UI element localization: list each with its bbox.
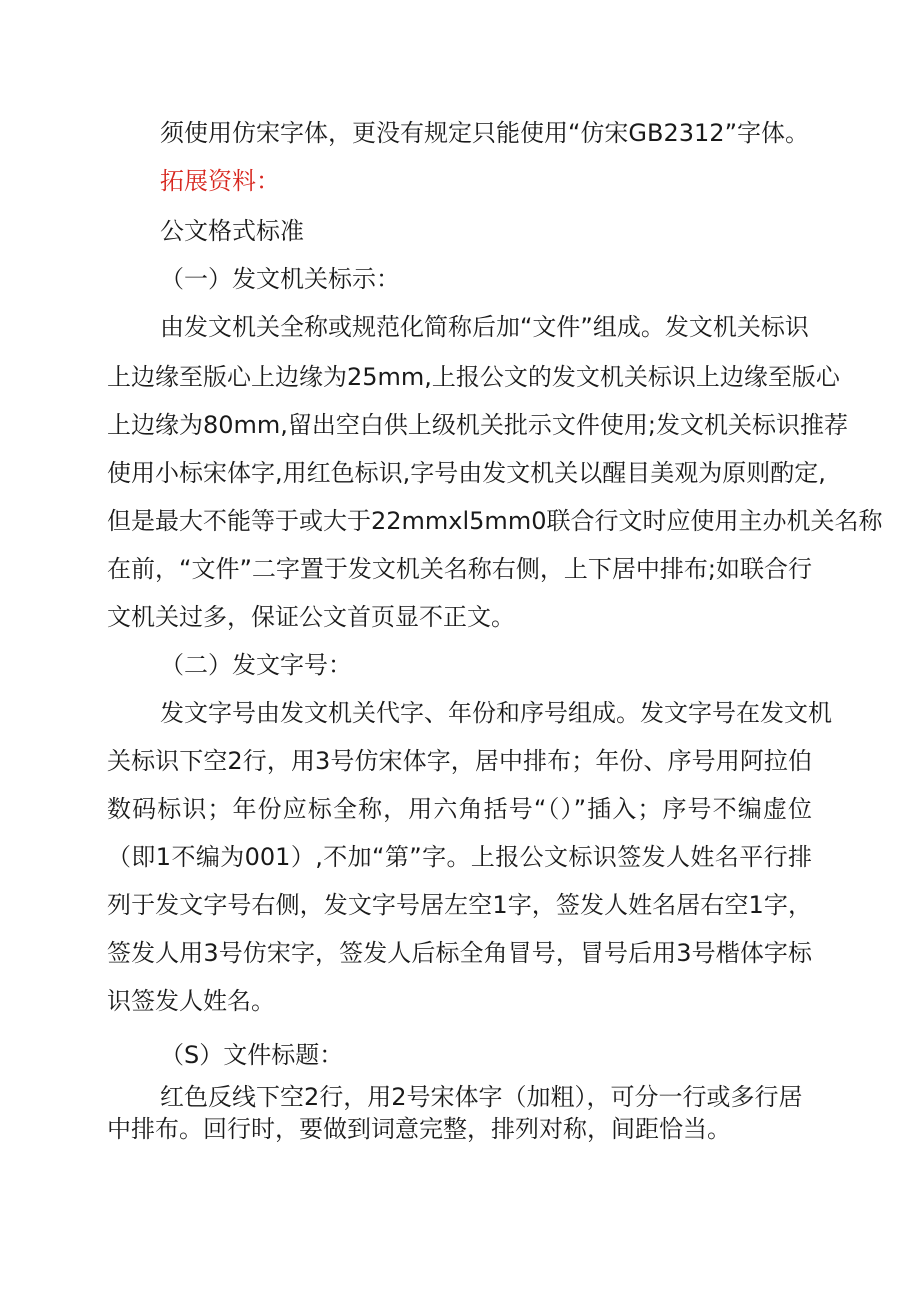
paragraph-line: 签发人用3号仿宋字，签发人后标全角冒号，冒号后用3号楷体字标 <box>107 939 812 967</box>
intro-tail-text: 须使用仿宋字体，更没有规定只能使用“仿宋GB2312”字体。 <box>160 119 810 147</box>
paragraph-line: 上边缘至版心上边缘为25mm,上报公文的发文机关标识上边缘至版心 <box>107 363 840 391</box>
section3-heading: （S）文件标题： <box>160 1041 344 1069</box>
paragraph-line: 上边缘为80mm,留出空白供上级机关批示文件使用;发文机关标识推荐 <box>107 411 849 439</box>
paragraph-line: 关标识下空2行，用3号仿宋体字，居中排布；年份、序号用阿拉伯 <box>107 747 812 775</box>
paragraph-line: 但是最大不能等于或大于22mmxl5mm0联合行文时应使用主办机关名称 <box>107 507 883 535</box>
paragraph-line: 使用小标宋体字,用红色标识,字号由发文机关以醒目美观为原则酌定, <box>107 459 826 487</box>
paragraph-line: 列于发文字号右侧，发文字号居左空1字，签发人姓名居右空1字， <box>107 891 812 919</box>
paragraph-line: 识签发人姓名。 <box>107 987 275 1015</box>
paragraph-line: 发文字号由发文机关代字、年份和序号组成。发文字号在发文机 <box>160 699 832 727</box>
paragraph-line: 红色反线下空2行，用2号宋体字（加粗），可分一行或多行居 <box>160 1083 803 1111</box>
paragraph-line: 中排布。回行时，要做到词意完整，排列对称，间距恰当。 <box>107 1115 731 1143</box>
paragraph-line: 数码标识；年份应标全称，用六角括号“（）”插入；序号不编虚位 <box>107 795 812 823</box>
paragraph-line: （即1不编为001）,不加“第”字。上报公文标识签发人姓名平行排 <box>107 843 812 871</box>
document-title: 公文格式标准 <box>160 217 304 245</box>
section1-heading: （一）发文机关标示： <box>160 265 400 293</box>
section2-heading: （二）发文字号： <box>160 651 352 679</box>
extended-label: 拓展资料： <box>160 167 280 195</box>
paragraph-line: 文机关过多，保证公文首页显不正文。 <box>107 603 515 631</box>
paragraph-line: 在前，“文件”二字置于发文机关名称右侧，上下居中排布;如联合行 <box>107 555 812 583</box>
paragraph-line: 由发文机关全称或规范化简称后加“文件”组成。发文机关标识 <box>160 313 809 341</box>
